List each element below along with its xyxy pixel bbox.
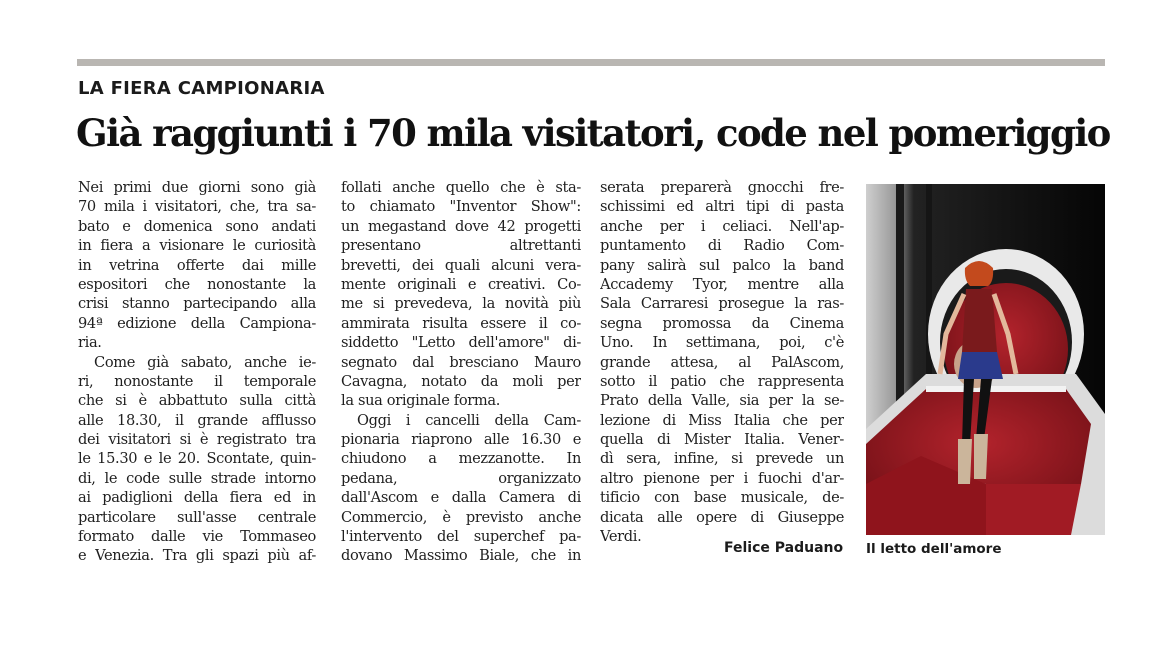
text-line: un megastand dove 42 progetti <box>341 217 581 235</box>
text-line: Commercio, è previsto anche <box>341 508 581 526</box>
text-line: Verdi. <box>600 528 642 546</box>
author-byline: Felice Paduano <box>724 540 844 556</box>
text-line: quella di Mister Italia. Vener- <box>600 431 844 449</box>
text-line: brevetti, dei quali alcuni vera- <box>341 256 581 274</box>
text-line: segnato dal bresciano Mauro <box>341 353 581 371</box>
text-line: l'intervento del superchef pa- <box>341 528 581 546</box>
text-line: la sua originale forma. <box>341 392 501 410</box>
text-line: schissimi ed altri tipi di pasta <box>600 198 844 216</box>
text-line: grande attesa, al PalAscom, <box>600 353 844 371</box>
text-line: 94ª edizione della Campiona- <box>78 314 316 332</box>
text-line: tificio con base musicale, de- <box>600 489 844 507</box>
text-line: crisi stanno partecipando alla <box>78 295 316 313</box>
text-line: in vetrina offerte dai mille <box>78 256 316 274</box>
text-line: particolare sull'asse centrale <box>78 508 316 526</box>
text-line: segna promossa da Cinema <box>600 314 844 332</box>
text-line: dì sera, infine, si prevede un <box>600 450 844 468</box>
text-line: Cavagna, notato da moli per <box>341 372 581 390</box>
text-line: Prato della Valle, sia per la se- <box>600 392 844 410</box>
text-line: pany salirà sul palco la band <box>600 256 844 274</box>
text-line: follati anche quello che è sta- <box>341 179 581 196</box>
article-column-2 <box>341 178 581 566</box>
text-line: pedana, organizzato <box>341 469 581 487</box>
text-line: ria. <box>78 334 102 352</box>
text-line: Come già sabato, anche ie- <box>94 353 316 371</box>
text-line: Accademy Tyor, mentre alla <box>600 275 844 293</box>
text-line: to chiamato "Inventor Show": <box>341 198 581 216</box>
text-line: Oggi i cancelli della Cam- <box>357 411 581 429</box>
text-line: dall'Ascom e dalla Camera di <box>341 489 581 507</box>
text-line: in fiera a visionare le curiosità <box>78 237 316 255</box>
text-line: lezione di Miss Italia che per <box>600 411 844 429</box>
text-line: sotto il patio che rappresenta <box>600 372 844 390</box>
text-line: anche per i celiaci. Nell'ap- <box>600 217 844 235</box>
text-line: mente originali e creativi. Co- <box>341 275 581 293</box>
article-headline: Già raggiunti i 70 mila visitatori, code nel pomeriggio <box>76 111 1110 155</box>
text-line: Nei primi due giorni sono già <box>78 179 316 196</box>
text-line: alle 18.30, il grande afflusso <box>78 411 316 429</box>
top-rule <box>77 59 1105 66</box>
text-line: chiudono a mezzanotte. In <box>341 450 581 468</box>
article-column-3 <box>600 178 844 546</box>
text-line: ammirata risulta essere il co- <box>341 314 581 332</box>
text-line: e Venezia. Tra gli spazi più af- <box>78 547 316 565</box>
text-line: che si è abbattuto sulla città <box>78 392 316 410</box>
article-photo <box>866 184 1105 535</box>
text-line: bato e domenica sono andati <box>78 217 316 235</box>
text-line: le 15.30 e le 20. Scontate, quin- <box>78 450 316 468</box>
text-line: pionaria riaprono alle 16.30 e <box>341 431 581 449</box>
article-column-1 <box>78 178 316 566</box>
text-line: Uno. In settimana, poi, c'è <box>600 334 844 352</box>
text-line: espositori che nonostante la <box>78 275 316 293</box>
text-line: dei visitatori si è registrato tra <box>78 431 316 449</box>
text-line: dovano Massimo Biale, che in <box>341 547 581 565</box>
text-line: presentano altrettanti <box>341 237 581 255</box>
section-kicker: LA FIERA CAMPIONARIA <box>78 78 325 99</box>
text-line: siddetto "Letto dell'amore" di- <box>341 334 581 352</box>
text-line: di, le code sulle strade intorno <box>78 469 316 487</box>
text-line: ri, nonostante il temporale <box>78 372 316 390</box>
text-line: Sala Carraresi prosegue la ras- <box>600 295 844 313</box>
photo-caption: Il letto dell'amore <box>866 541 1002 557</box>
text-line: altro pienone per i fuochi d'ar- <box>600 469 844 487</box>
bed-photo-illustration <box>866 184 1105 535</box>
text-line: serata preparerà gnocchi fre- <box>600 179 844 196</box>
text-line: puntamento di Radio Com- <box>600 237 844 255</box>
text-line: me si prevedeva, la novità più <box>341 295 581 313</box>
text-line: dicata alle opere di Giuseppe <box>600 508 844 526</box>
text-line: 70 mila i visitatori, che, tra sa- <box>78 198 316 216</box>
text-line: formato dalle vie Tommaseo <box>78 528 316 546</box>
text-line: ai padiglioni della fiera ed in <box>78 489 316 507</box>
